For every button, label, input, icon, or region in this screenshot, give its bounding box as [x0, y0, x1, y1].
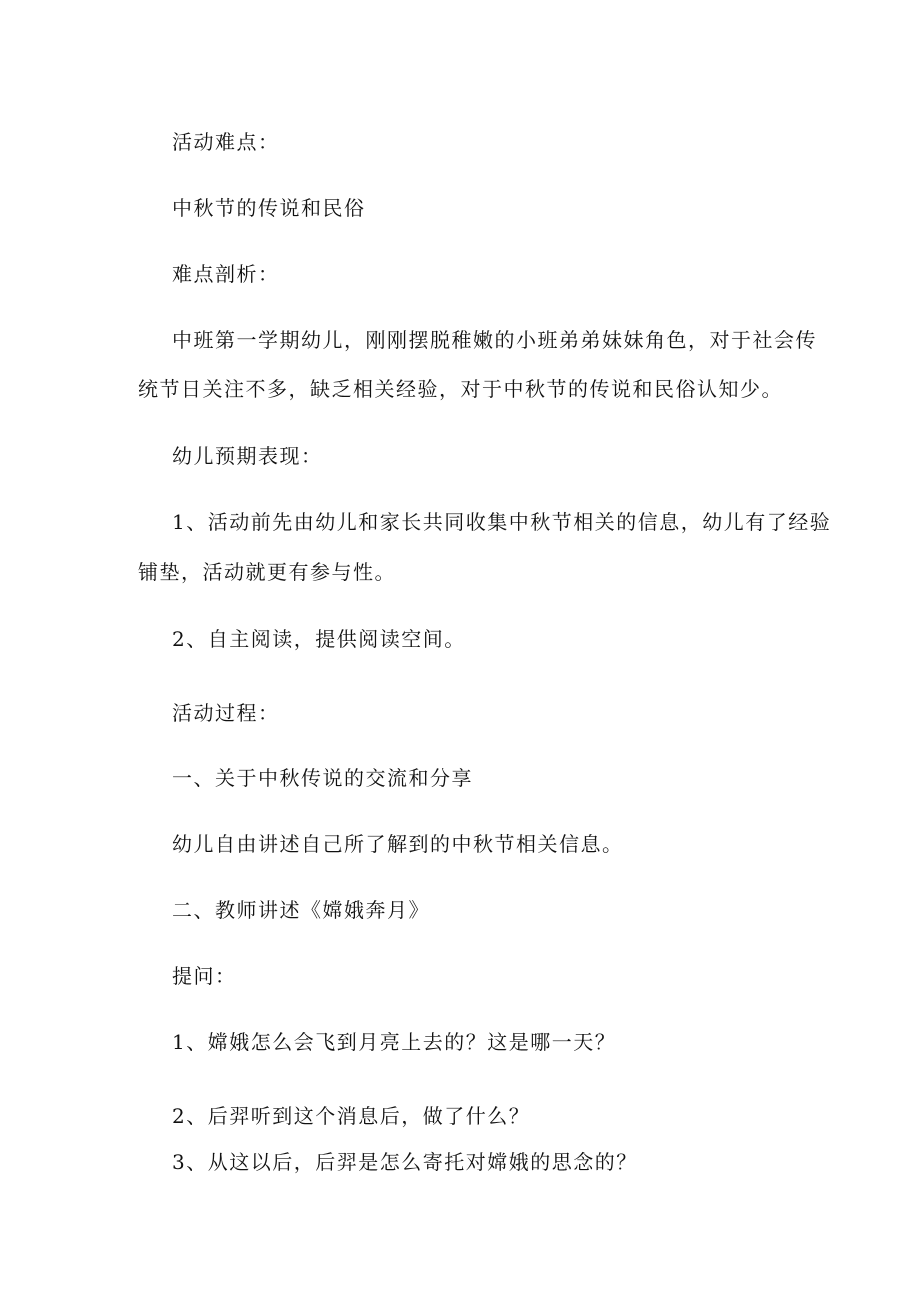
paragraph-analysis-line-1: 中班第一学期幼儿，刚刚摆脱稚嫩的小班弟弟妹妹角色，对于社会传: [172, 328, 817, 352]
paragraph-analysis-line-2: 统节日关注不多，缺乏相关经验，对于中秋节的传说和民俗认知少。: [138, 377, 783, 401]
question-1: 1、嫦娥怎么会飞到月亮上去的？这是哪一天？: [172, 1030, 617, 1054]
heading-expected-performance: 幼儿预期表现：: [172, 444, 323, 468]
list-item-expected-1-line-1: 1、活动前先由幼儿和家长共同收集中秋节相关的信息，幼儿有了经验: [172, 510, 832, 534]
list-item-expected-1-line-2: 铺垫，活动就更有参与性。: [138, 560, 396, 584]
section-heading-2: 二、教师讲述《嫦娥奔月》: [172, 898, 430, 922]
question-2: 2、后羿听到这个消息后，做了什么？: [172, 1104, 531, 1128]
heading-activity-process: 活动过程：: [172, 701, 280, 725]
heading-activity-difficulty: 活动难点：: [172, 130, 280, 154]
paragraph-section-1: 幼儿自由讲述自己所了解到的中秋节相关信息。: [172, 832, 624, 856]
list-item-expected-2: 2、自主阅读，提供阅读空间。: [172, 627, 466, 651]
heading-questions: 提问：: [172, 964, 237, 988]
paragraph-difficulty-content: 中秋节的传说和民俗: [172, 196, 366, 220]
heading-difficulty-analysis: 难点剖析：: [172, 262, 280, 286]
question-3: 3、从这以后，后羿是怎么寄托对嫦娥的思念的？: [172, 1150, 638, 1174]
section-heading-1: 一、关于中秋传说的交流和分享: [172, 766, 473, 790]
